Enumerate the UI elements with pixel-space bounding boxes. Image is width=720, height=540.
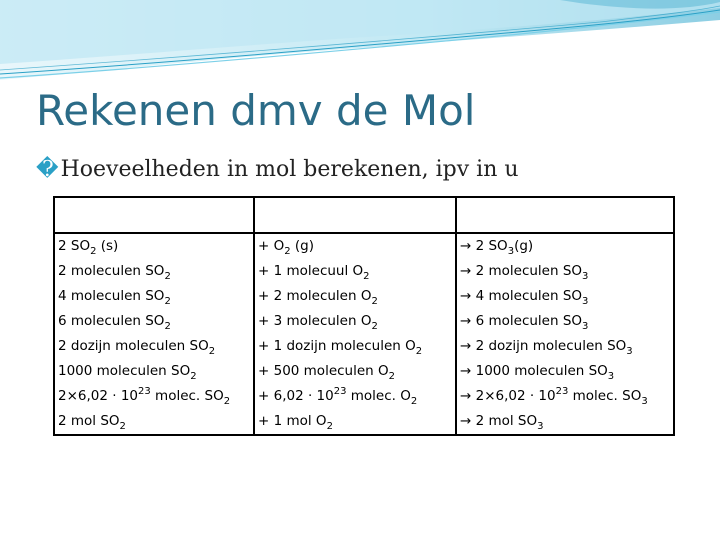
subscript: 2: [284, 246, 291, 257]
subtitle-text: Hoeveelheden in mol berekenen, ipv in u: [60, 157, 519, 182]
formula-text: → 2 SO: [460, 238, 508, 254]
formula-text: → 2×6,02 · 10: [460, 388, 556, 404]
formula-line: [58, 409, 250, 434]
subscript: 2: [410, 396, 418, 407]
bullet-icon: �: [36, 157, 59, 182]
formula-text: (g): [514, 238, 534, 254]
formula-text: → 4 moleculen SO: [460, 288, 583, 304]
formula-line: [258, 334, 452, 359]
formula-line: [460, 384, 670, 409]
subscript: 2: [223, 396, 231, 407]
formula-text: → 2 mol SO: [460, 413, 538, 429]
formula-line: [460, 334, 670, 359]
formula-text: + 1 mol O: [258, 413, 327, 429]
formula-line: [258, 284, 452, 309]
formula-line: [258, 259, 452, 284]
reaction-table: [53, 196, 675, 436]
formula-text: → 1000 moleculen SO: [460, 363, 608, 379]
formula-text: 2 dozijn moleculen SO: [58, 338, 209, 354]
formula-text: 4 moleculen SO: [58, 288, 165, 304]
formula-text: molec. SO: [568, 388, 642, 404]
formula-text: 2×6,02 · 10: [58, 388, 139, 404]
formula-text: (g): [290, 238, 315, 254]
formula-text: 6 moleculen SO: [58, 313, 165, 329]
subscript: 2: [415, 346, 423, 357]
subscript: 2: [164, 296, 171, 307]
formula-text: + 3 moleculen O: [258, 313, 372, 329]
exponent: 23: [333, 386, 347, 397]
subscript: 3: [582, 321, 589, 332]
table-row: [54, 233, 674, 435]
subscript: 3: [641, 396, 648, 407]
exponent: 23: [555, 386, 569, 397]
formula-line: [58, 359, 250, 384]
subscript: 3: [507, 246, 515, 257]
table-header-row: [54, 197, 674, 233]
slide-subtitle: [36, 157, 519, 182]
header-wave-decoration: [0, 0, 720, 90]
reactant-so2-column: [54, 233, 254, 435]
subscript: 2: [164, 321, 171, 332]
formula-line: [258, 384, 452, 409]
subscript: 3: [582, 271, 589, 282]
header-cell: [456, 197, 674, 233]
formula-line: [58, 234, 250, 259]
formula-line: [58, 259, 250, 284]
subscript: 2: [90, 246, 97, 257]
formula-text: + O: [258, 238, 285, 254]
formula-text: 2 SO: [58, 238, 91, 254]
subscript: 2: [371, 296, 378, 307]
formula-text: + 1 molecuul O: [258, 263, 364, 279]
subscript: 2: [164, 271, 171, 282]
formula-text: molec. SO: [150, 388, 224, 404]
formula-line: [258, 359, 452, 384]
subscript: 2: [190, 371, 197, 382]
formula-line: [58, 309, 250, 334]
subscript: 2: [363, 271, 370, 282]
formula-text: + 500 moleculen O: [258, 363, 389, 379]
formula-text: 2 moleculen SO: [58, 263, 165, 279]
subscript: 2: [326, 421, 333, 432]
formula-text: molec. O: [346, 388, 411, 404]
subscript: 3: [626, 346, 633, 357]
subscript: 2: [388, 371, 396, 382]
formula-text: → 2 moleculen SO: [460, 263, 583, 279]
formula-text: + 6,02 · 10: [258, 388, 334, 404]
formula-line: [460, 234, 670, 259]
formula-line: [258, 409, 452, 434]
formula-line: [460, 284, 670, 309]
subscript: 3: [607, 371, 615, 382]
formula-line: [460, 259, 670, 284]
product-so3-column: [456, 233, 674, 435]
formula-line: [460, 409, 670, 434]
subscript: 3: [582, 296, 589, 307]
subscript: 3: [537, 421, 544, 432]
subscript: 2: [208, 346, 216, 357]
slide-title: Rekenen dmv de Mol: [36, 86, 476, 135]
exponent: 23: [138, 386, 151, 397]
header-cell: [254, 197, 456, 233]
formula-text: 1000 moleculen SO: [58, 363, 191, 379]
formula-line: [58, 284, 250, 309]
formula-text: 2 mol SO: [58, 413, 120, 429]
subscript: 2: [119, 421, 126, 432]
formula-text: (s): [96, 238, 119, 254]
formula-line: [460, 359, 670, 384]
formula-text: → 6 moleculen SO: [460, 313, 583, 329]
formula-text: + 1 dozijn moleculen O: [258, 338, 416, 354]
formula-line: [58, 334, 250, 359]
formula-line: [258, 309, 452, 334]
formula-line: [258, 234, 452, 259]
formula-line: [58, 384, 250, 409]
header-cell: [54, 197, 254, 233]
formula-text: → 2 dozijn moleculen SO: [460, 338, 627, 354]
formula-line: [460, 309, 670, 334]
reactant-o2-column: [254, 233, 456, 435]
subscript: 2: [371, 321, 378, 332]
formula-text: + 2 moleculen O: [258, 288, 372, 304]
